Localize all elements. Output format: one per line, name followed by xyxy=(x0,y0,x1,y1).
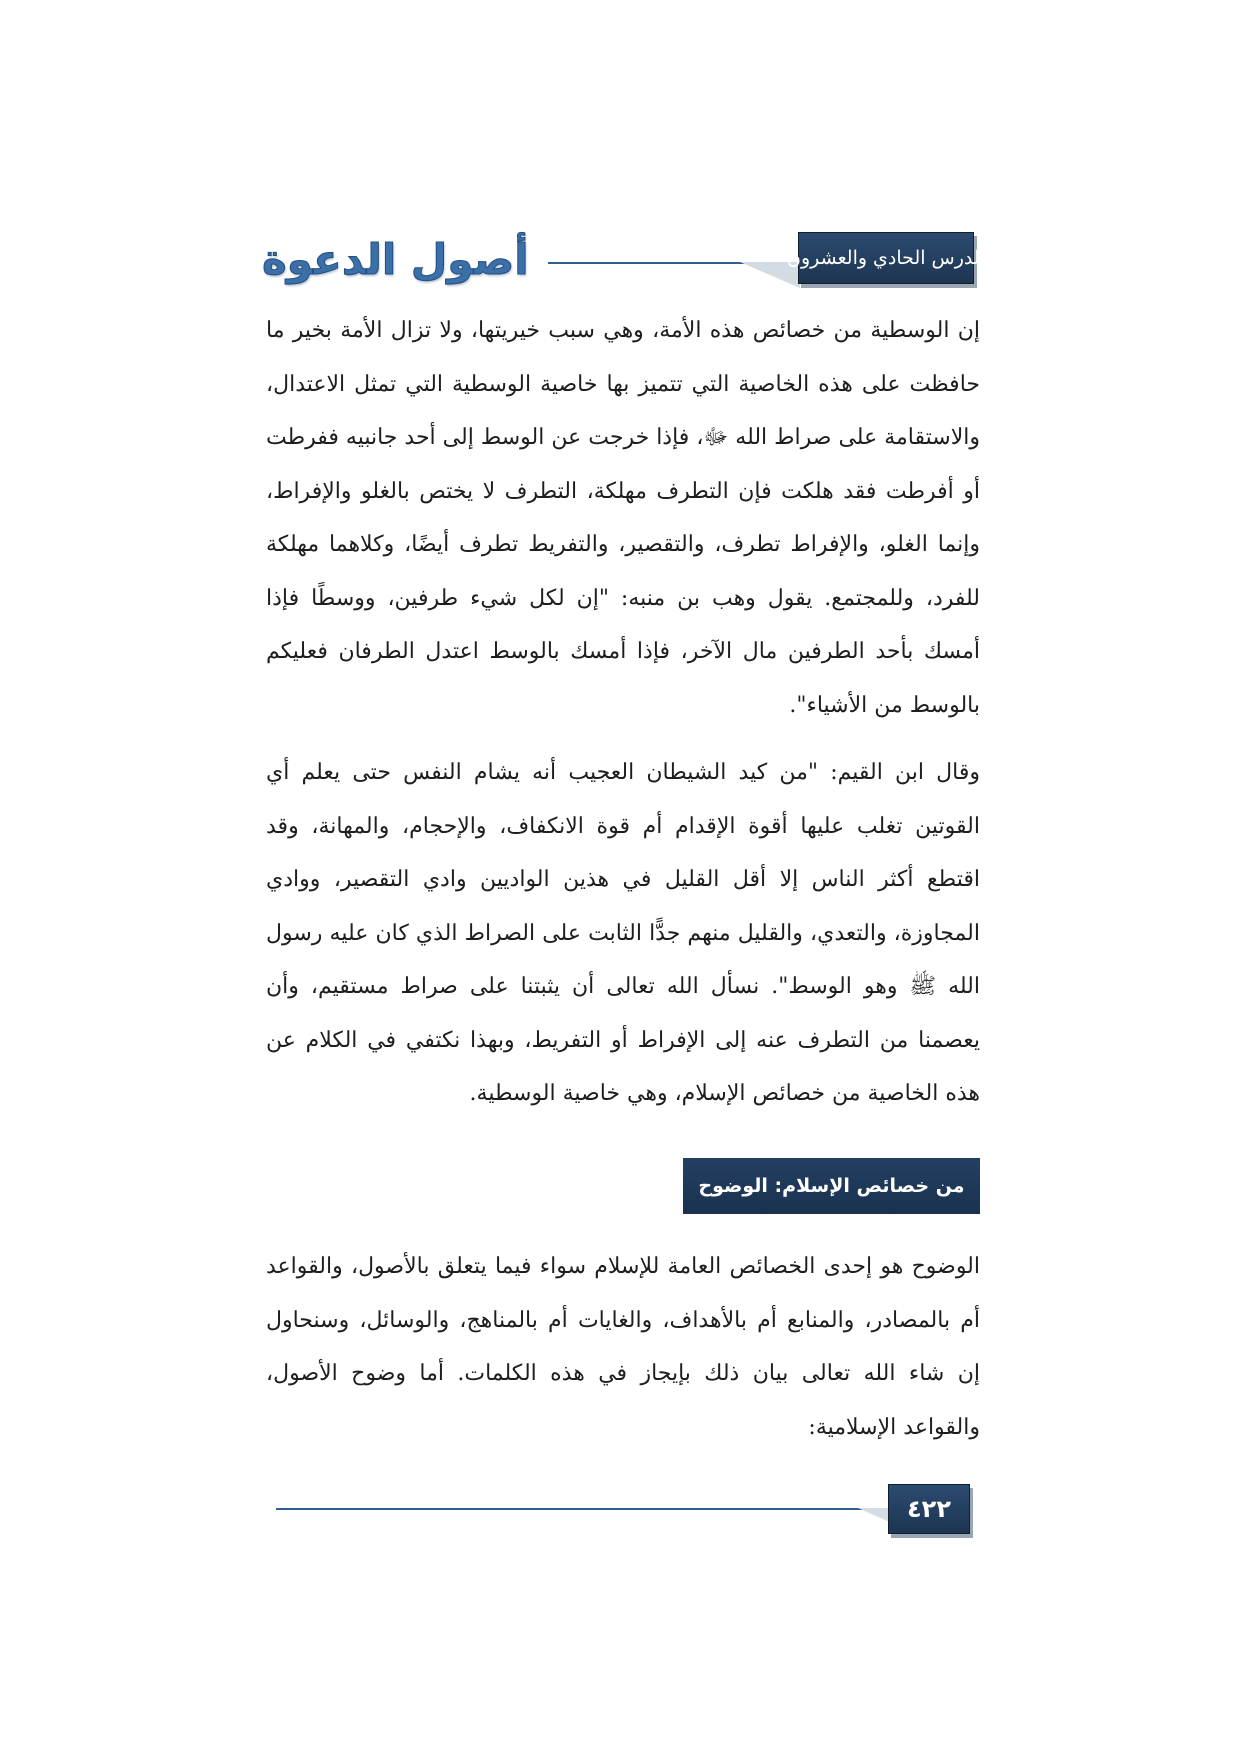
lesson-label: الدرس الحادي والعشرون xyxy=(787,247,985,269)
footer-rule xyxy=(276,1508,876,1510)
page-footer xyxy=(276,1484,976,1534)
page-header xyxy=(262,232,985,294)
page-number: ٤٢٢ xyxy=(907,1495,951,1523)
section-heading-box xyxy=(683,1158,980,1214)
paragraph-clarity: الوضوح هو إحدى الخصائص العامة للإسلام سواء فيما يتعلق بالأصول، والقواعد أم بالمصادر، والمنابع أم بالأهداف، والغايات أم بالمناهج، والوسائل، وسنحاول إن شاء الله تعالى بيان ذلك بإيجاز في هذه الكلمات. أما وضوح الأصول، والقواعد الإسلامية: xyxy=(266,1254,980,1440)
section-body xyxy=(266,1240,980,1454)
paragraph-wasatiyya: إن الوسطية من خصائص هذه الأمة، وهي سبب خيريتها، ولا تزال الأمة بخير ما حافظت على هذه الخاصية التي تتميز بها خاصية الوسطية التي تمثل الاعتدال، والاستقامة على صراط الله ﷻ، فإذا خرجت عن الوسط إلى أحد جانبيه ففرطت أو أفرطت فقد هلكت فإن التطرف مهلكة، التطرف لا يختص بالغلو والإفراط، وإنما الغلو، والإفراط تطرف، والتقصير، والتفريط تطرف أيضًا، وكلاهما مهلكة للفرد، وللمجتمع. يقول وهب بن منبه: "إن لكل شيء طرفين، ووسطًا فإذا أمسك بأحد الطرفين مال الآخر، فإذا أمسك بالوسط اعتدل الطرفان فعليكم بالوسط من الأشياء". xyxy=(266,318,980,718)
paragraph-ibn-qayyim: وقال ابن القيم: "من كيد الشيطان العجيب أنه يشام النفس حتى يعلم أي القوتين تغلب عليها أقوة الإقدام أم قوة الانكفاف، والإحجام، والمهانة، وقد اقتطع أكثر الناس إلا أقل القليل في هذين الواديين وادي التقصير، ووادي المجاوزة، والتعدي، والقليل منهم جدًّا الثابت على الصراط الذي كان عليه رسول الله ﷺ وهو الوسط". نسأل الله تعالى أن يثبتنا على صراط مستقيم، وأن يعصمنا من التطرف عنه إلى الإفراط أو التفريط، وبهذا نكتفي في الكلام عن هذه الخاصية من خصائص الإسلام، وهي خاصية الوسطية. xyxy=(266,760,980,1106)
body-text xyxy=(266,304,980,1121)
header-rule xyxy=(548,262,748,264)
book-title: أصول الدعوة xyxy=(262,235,529,284)
section-heading: من خصائص الإسلام: الوضوح xyxy=(698,1175,965,1197)
page-number-box xyxy=(888,1484,970,1534)
lesson-label-box xyxy=(787,232,985,284)
